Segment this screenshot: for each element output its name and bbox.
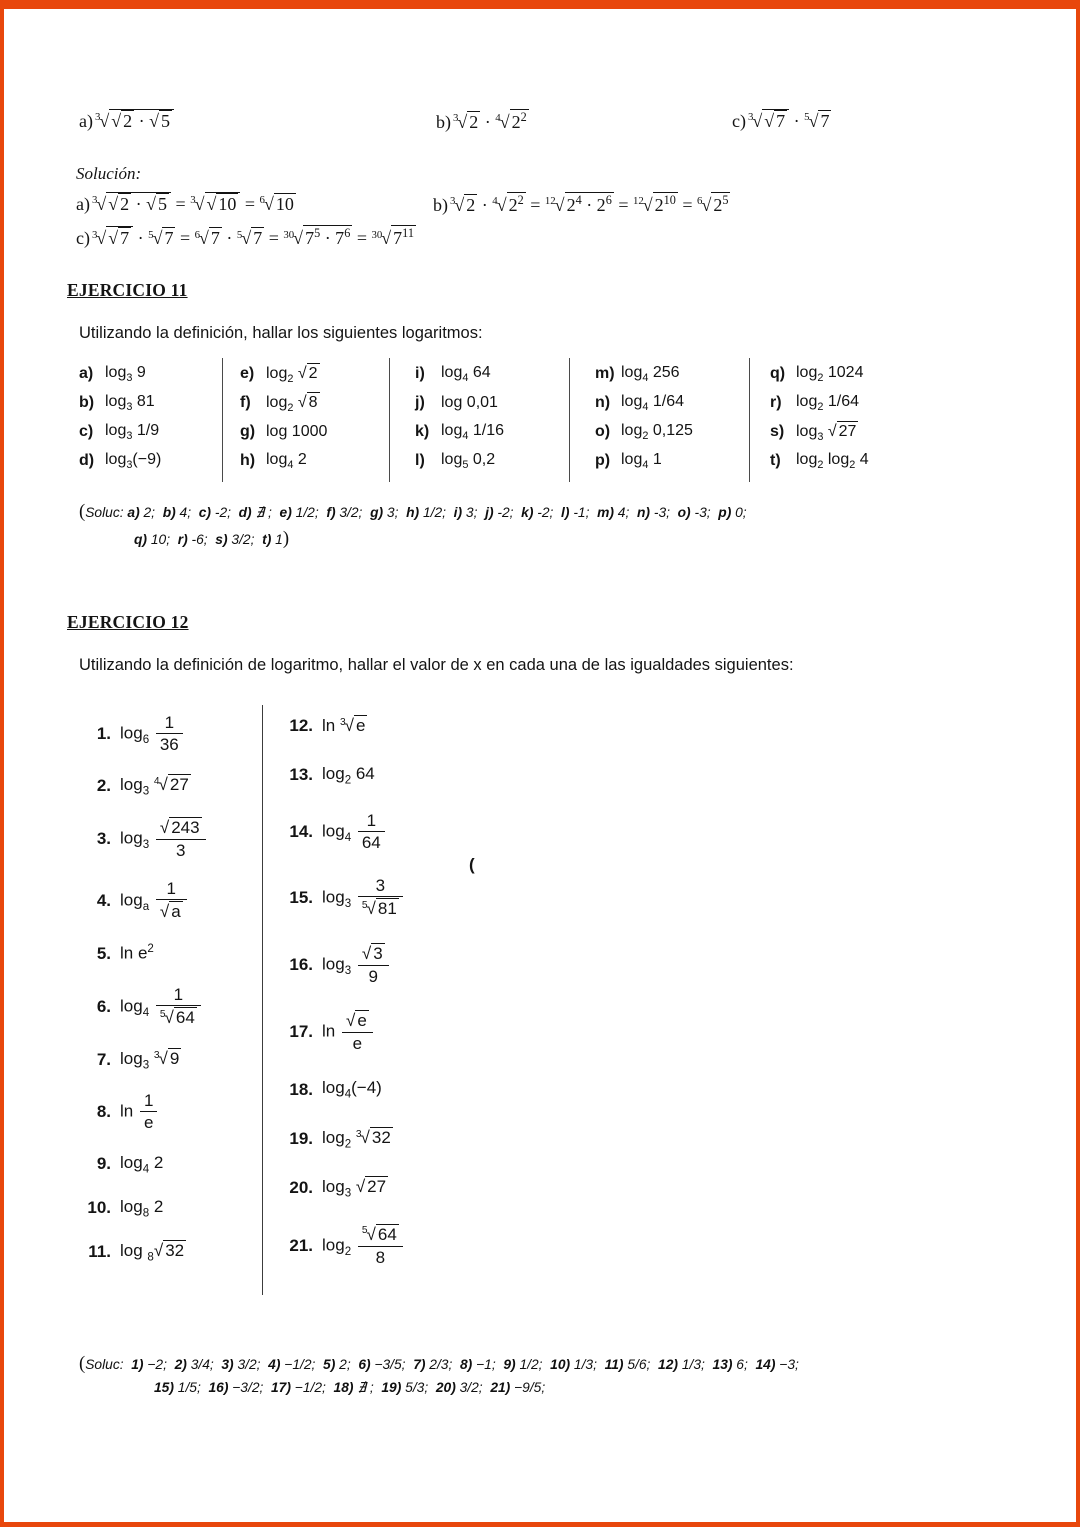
item-math: $\log_5 0,2$ bbox=[441, 451, 496, 472]
item-math: $\log_2$ √ 8 bbox=[266, 394, 318, 415]
item-math: $\log_2 64$ bbox=[322, 763, 375, 786]
ej11-column-5 bbox=[749, 358, 939, 482]
solution-b-label: b) bbox=[433, 194, 448, 215]
ej12-item-2 bbox=[79, 773, 256, 799]
expression-c-math: $^3$√ √ 7 · $^5$√ 7 bbox=[747, 111, 830, 131]
item-math: $\log_4 2$ bbox=[266, 451, 307, 472]
item-number: 19. bbox=[289, 1128, 313, 1148]
solucion-label: Solución: bbox=[76, 163, 142, 183]
ej12-item-5 bbox=[79, 941, 256, 967]
item-label: s) bbox=[770, 423, 785, 441]
worksheet-page bbox=[4, 9, 1076, 1396]
ej11-item-k bbox=[415, 418, 569, 447]
item-label: e) bbox=[240, 365, 255, 383]
item-math: $\log_4 1$ bbox=[621, 451, 662, 472]
item-math: $\log_3 9$ bbox=[105, 364, 146, 385]
ej12-item-8 bbox=[79, 1091, 256, 1133]
item-math: log 1000 bbox=[266, 423, 328, 441]
ejercicio-11-intro: Utilizando la definición, hallar los siguientes logaritmos: bbox=[79, 323, 483, 342]
item-number: 2. bbox=[96, 775, 111, 795]
item-math: $\log_3 1/9$ bbox=[105, 422, 160, 443]
expression-c-label: c) bbox=[732, 111, 746, 131]
ej11-item-i bbox=[415, 360, 569, 389]
item-math: $\log_6$ $\frac{1}{36}$ bbox=[120, 713, 185, 755]
item-number: 3. bbox=[96, 828, 111, 848]
item-label: q) bbox=[770, 365, 786, 383]
item-number: 4. bbox=[96, 890, 111, 910]
item-number: 15. bbox=[289, 887, 313, 907]
ej12-item-19 bbox=[281, 1126, 583, 1152]
item-label: p) bbox=[595, 452, 611, 470]
item-math: $\log_4 1/16$ bbox=[441, 422, 505, 443]
ej12-item-1 bbox=[79, 713, 256, 755]
ejercicio-12-intro: Utilizando la definición de logaritmo, hallar el valor de x en cada una de las igualdades siguientes: bbox=[79, 655, 794, 674]
ej12-item-21 bbox=[281, 1224, 583, 1268]
ejercicio-11-title: EJERCICIO 11 bbox=[67, 279, 188, 300]
item-math: $\log_3$ $\frac{√ 243}{3}$ bbox=[120, 817, 208, 861]
item-math: $\log_4(-4)$ bbox=[322, 1078, 382, 1101]
item-label: a) bbox=[79, 365, 94, 383]
ej11-item-f bbox=[240, 389, 389, 418]
item-math: $\log_4 2$ bbox=[120, 1152, 164, 1175]
expression-a-label: a) bbox=[79, 111, 93, 131]
ej11-column-2 bbox=[222, 358, 389, 482]
item-label: j) bbox=[415, 394, 425, 412]
expression-b-math: $^3$√ 2 · $^4$√ $2^2$ bbox=[453, 110, 527, 132]
item-label: k) bbox=[415, 423, 430, 441]
item-math: $\log_8 2$ bbox=[120, 1196, 164, 1219]
ej12-item-10 bbox=[79, 1195, 256, 1221]
item-math: $\log_3 ^3√$ 9 bbox=[120, 1048, 180, 1072]
item-label: g) bbox=[240, 423, 256, 441]
ejercicio-11-table bbox=[79, 358, 1018, 482]
ej11-item-e bbox=[240, 360, 389, 389]
ej12-item-4 bbox=[79, 879, 256, 923]
ej12-item-17 bbox=[281, 1010, 583, 1054]
item-label: d) bbox=[79, 452, 95, 470]
item-math: $\log_2 1/64$ bbox=[796, 393, 860, 414]
ej11-solutions-line1: (Soluc: a) 2; b) 4; c) -2; d) ∄ ; e) 1/2; f) 3/2; g) 3; h) 1/2; i) 3; j) -2; k) -2; l) -1; m) 4; n) -3; o) -3; p) 0; bbox=[79, 500, 747, 522]
item-math: $\log_2$ $\frac{^5√ 64}{8}$ bbox=[322, 1224, 405, 1268]
item-number: 21. bbox=[289, 1235, 313, 1255]
solution-c-label: c) bbox=[76, 228, 90, 249]
item-number: 18. bbox=[289, 1079, 313, 1099]
item-math: ln $\frac{1}{e}$ bbox=[120, 1091, 159, 1133]
item-math: $\log_4$ $\frac{1}{^5√ 64}$ bbox=[120, 985, 203, 1029]
item-label: n) bbox=[595, 394, 611, 412]
ej11-solutions-line2: q) 10; r) -6; s) 3/2; t) 1) bbox=[134, 527, 290, 549]
ejercicio-12-title: EJERCICIO 12 bbox=[67, 611, 189, 632]
item-label: m) bbox=[595, 365, 615, 383]
ej12-right-column bbox=[263, 705, 583, 1295]
item-number: 20. bbox=[289, 1177, 313, 1197]
expression-c bbox=[732, 109, 1018, 134]
ej12-item-15 bbox=[281, 876, 583, 920]
item-math: $\log_3 81$ bbox=[105, 393, 155, 414]
ej12-item-6 bbox=[79, 985, 256, 1029]
ej11-item-s bbox=[770, 418, 939, 447]
ej12-solutions-line1: (Soluc: 1) −2; 2) 3/4; 3) 3/2; 4) −1/2; 5) 2; 6) −3/5; 7) 2/3; 8) −1; 9) 1/2; 10) 1/3; 11) 5/6; 12) 1/3; 13) 6; 14) −3; bbox=[79, 1352, 799, 1374]
item-label: r) bbox=[770, 394, 782, 412]
item-math: $\log_4 1/64$ bbox=[621, 393, 685, 414]
item-math: $\log_2 1024$ bbox=[796, 364, 864, 385]
ej12-item-11 bbox=[79, 1239, 256, 1265]
solution-line-c bbox=[76, 225, 433, 250]
item-number: 5. bbox=[96, 943, 111, 963]
ej11-item-l bbox=[415, 447, 569, 476]
ej11-column-1 bbox=[79, 358, 222, 482]
item-math: $\log_3$ $\frac{3}{^5√ 81}$ bbox=[322, 876, 405, 920]
item-number: 6. bbox=[96, 996, 111, 1016]
item-number: 7. bbox=[96, 1049, 111, 1069]
ej12-item-7 bbox=[79, 1047, 256, 1073]
ej11-column-4 bbox=[569, 358, 749, 482]
item-number: 9. bbox=[96, 1153, 111, 1173]
item-number: 17. bbox=[289, 1021, 313, 1041]
item-math: log 0,01 bbox=[441, 394, 498, 412]
solution-b-math: $^3$√ 2 · $^4$√ $2^2 = ^{12}√$ $2^4 \cdot 2^6 = ^{12}√$ $2^{10} = ^6√$ $2^5$ bbox=[450, 192, 729, 215]
solution-line-a bbox=[76, 192, 433, 217]
radical-expressions-row bbox=[79, 109, 1018, 134]
ej11-item-q bbox=[770, 360, 939, 389]
item-math: ln $\frac{√ e}{e}$ bbox=[322, 1010, 375, 1054]
ej11-item-r bbox=[770, 389, 939, 418]
ej11-item-c bbox=[79, 418, 222, 447]
item-math: $\log_3 ^4√$ 27 bbox=[120, 775, 189, 798]
expression-b bbox=[436, 109, 732, 134]
ej12-item-14 bbox=[281, 811, 583, 853]
ej11-item-b bbox=[79, 389, 222, 418]
ej11-column-3 bbox=[389, 358, 569, 482]
ej11-item-p bbox=[595, 447, 749, 476]
item-label: t) bbox=[770, 452, 781, 470]
ej12-item-20 bbox=[281, 1175, 583, 1201]
expression-a-math: $^3$√ √ 2 · √ 5 bbox=[95, 111, 174, 131]
item-number: 10. bbox=[87, 1197, 111, 1217]
ej11-item-h bbox=[240, 447, 389, 476]
ej12-item-12 bbox=[281, 713, 583, 739]
solution-a-math: $^3$√ √ 2 · √ 5 = $^3$√ √ 10 = $^6$√ 10 bbox=[91, 193, 294, 214]
item-number: 12. bbox=[289, 715, 313, 735]
item-label: i) bbox=[415, 365, 425, 383]
item-number: 8. bbox=[96, 1101, 111, 1121]
item-label: o) bbox=[595, 423, 611, 441]
item-math: $\log_3$ $\frac{√ 3}{9}$ bbox=[322, 943, 391, 987]
stray-parenthesis: ( bbox=[469, 854, 475, 874]
item-math: $\log_2$ √ 2 bbox=[266, 365, 318, 386]
item-number: 11. bbox=[88, 1241, 111, 1261]
ej11-item-j bbox=[415, 389, 569, 418]
item-math: $\log_4 256$ bbox=[621, 364, 680, 385]
ej11-item-a bbox=[79, 360, 222, 389]
solution-c-math: $^3$√ √ 7 · $^5$√ 7 = $^6$√ 7 · $^5$√ 7 = $^{30}$√ $7^5 \cdot 7^6 = ^{30}√$ $7^{11}$ bbox=[91, 226, 414, 249]
item-number: 14. bbox=[289, 821, 313, 841]
item-number: 16. bbox=[289, 954, 313, 974]
item-label: h) bbox=[240, 452, 256, 470]
item-label: b) bbox=[79, 394, 95, 412]
item-math: $\log_2 \log_2 4$ bbox=[796, 451, 869, 472]
item-math: $\log_2 ^3√$ 32 bbox=[322, 1127, 391, 1151]
item-math: $\ln e^2$ bbox=[120, 943, 154, 964]
item-number: 13. bbox=[289, 764, 313, 784]
ej11-item-n bbox=[595, 389, 749, 418]
item-label: l) bbox=[415, 452, 425, 470]
ej11-item-d bbox=[79, 447, 222, 476]
item-label: f) bbox=[240, 394, 251, 412]
item-math: $\log_3$ √ 27 bbox=[796, 423, 857, 444]
item-math: $\log_4 64$ bbox=[441, 364, 491, 385]
item-math: $\log_3(-9)$ bbox=[105, 451, 162, 472]
solution-line-b bbox=[433, 192, 1018, 217]
item-number: 1. bbox=[96, 723, 111, 743]
ej12-item-16 bbox=[281, 943, 583, 987]
ej11-item-o bbox=[595, 418, 749, 447]
expression-b-label: b) bbox=[436, 112, 451, 132]
item-label: c) bbox=[79, 423, 94, 441]
ej12-left-column bbox=[79, 705, 263, 1295]
ej11-item-t bbox=[770, 447, 939, 476]
solution-a-label: a) bbox=[76, 193, 90, 214]
ej12-solutions-line2: 15) 1/5; 16) −3/2; 17) −1/2; 18) ∄ ; 19) 5/3; 20) 3/2; 21) −9/5; bbox=[154, 1379, 546, 1395]
item-math: $\log_2 0,125$ bbox=[621, 422, 693, 443]
item-math: log $_8$√ 32 bbox=[120, 1241, 185, 1264]
item-math: ln $^3$√ e bbox=[322, 716, 366, 736]
ej12-item-3 bbox=[79, 817, 256, 861]
ej12-item-18 bbox=[281, 1077, 583, 1103]
item-math: $\log_4$ $\frac{1}{64}$ bbox=[322, 811, 387, 853]
ejercicio-12-list bbox=[79, 705, 1018, 1295]
solution-lines bbox=[76, 192, 1018, 250]
item-math: $\log_3$ √ 27 bbox=[322, 1176, 387, 1200]
expression-a bbox=[79, 109, 436, 134]
ej12-item-13 bbox=[281, 762, 583, 788]
ej12-item-9 bbox=[79, 1151, 256, 1177]
ej11-item-g bbox=[240, 418, 389, 447]
item-math: $\log_a$ $\frac{1}{√ a}$ bbox=[120, 879, 189, 923]
ej11-item-m bbox=[595, 360, 749, 389]
